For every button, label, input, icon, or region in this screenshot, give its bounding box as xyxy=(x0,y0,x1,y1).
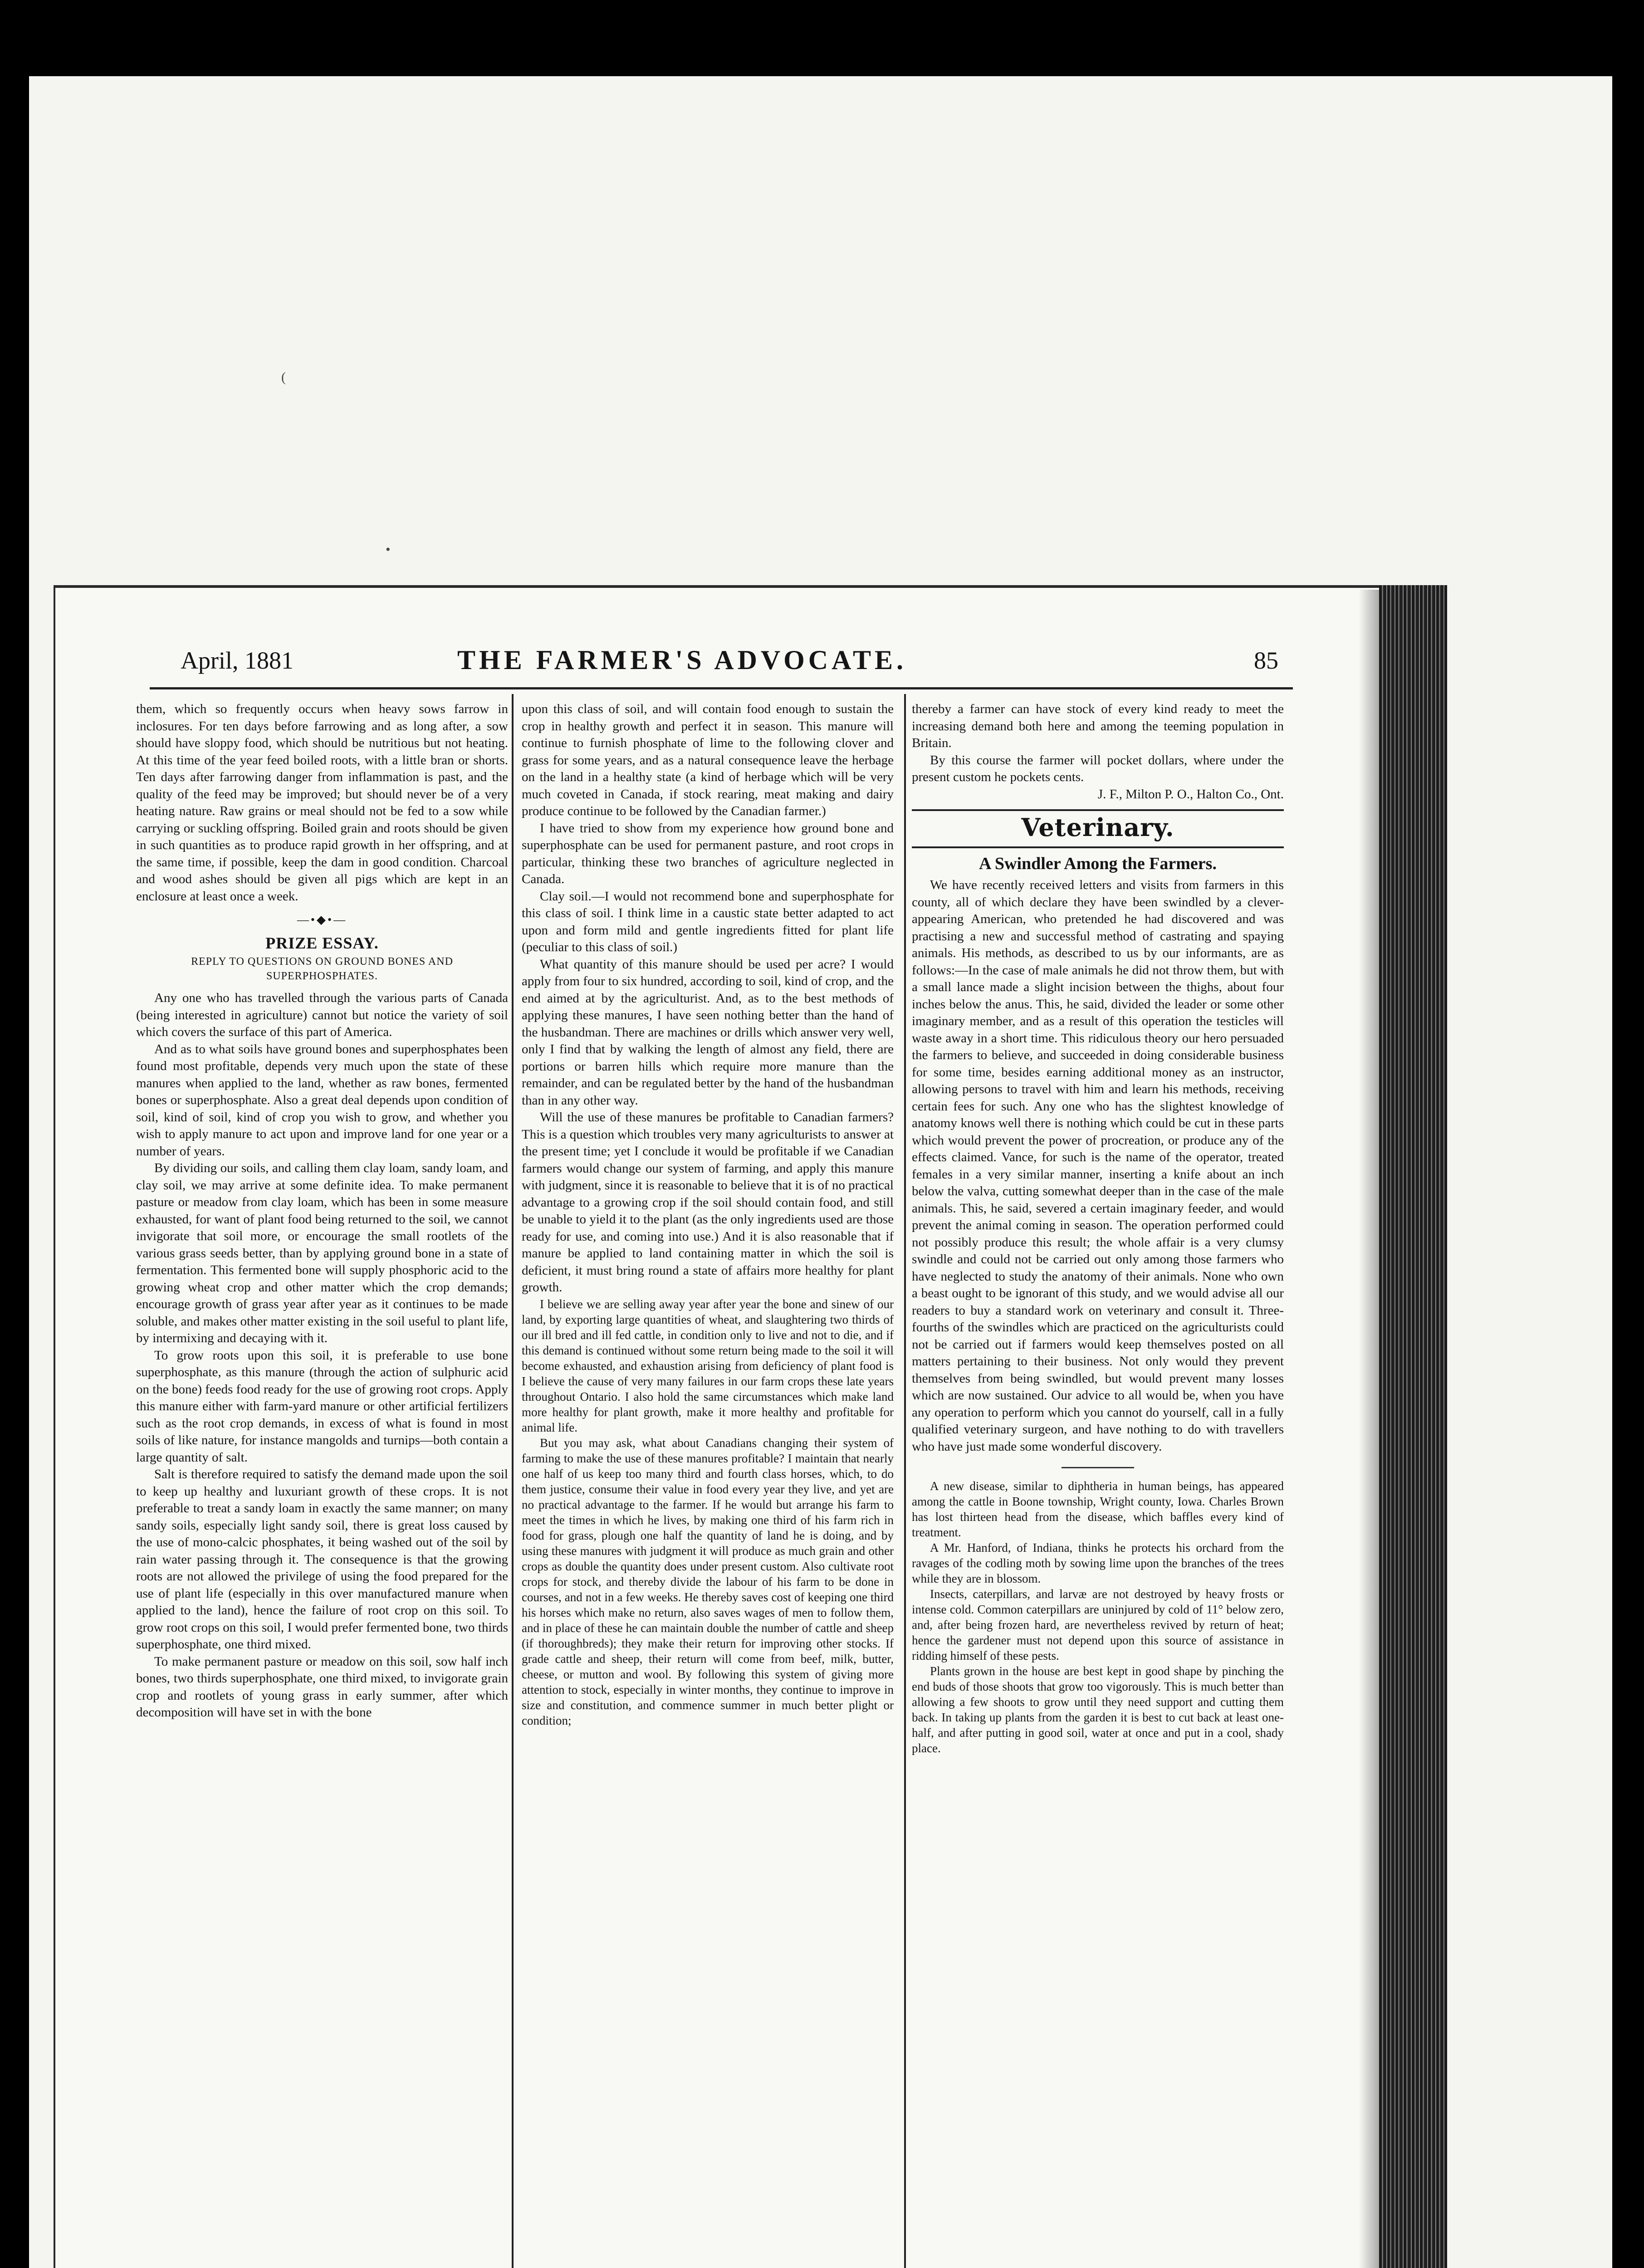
paragraph: We have recently received letters and visits from farmers in this county, all of which declare they have been swindled by a clever-appearing American, who pretended he had discovered and was practising a new and successful method of castrating and spaying animals. His methods, as described to us by our informants, are as follows:—In the case of male animals he did not throw them, but with a small lance made a slight incision between the thighs, about four inches below the anus. This, he said, divided the leader or some other imaginary member, and as a result of this operation the testicles will waste away in a short time. This ridiculous theory our hero persuaded the farmers to believe, and succeeded in doing considerable business for some time, besides earning additional money as an instructor, allowing persons to travel with him and learn his methods, receiving certain fees for such. Any one who has the slightest knowledge of anatomy knows well there is nothing which could be cut in these parts which would prevent the power of procreation, or produce any of the effects claimed. Vance, for such is the name of the operator, treated females in a very similar manner, inserting a knife about an inch below the valva, cutting somewhat deeper than in the case of the male animals. This, he said, severed a certain imaginary feeder, and would prevent the animal coming in season. The operation performed could not possibly produce this result; the whole affair is a very clumsy swindle and could not be carried out only among those farmers who have neglected to study the anatomy of their animals. None who own a beast ought to be ignorant of this study, and we would advise all our readers to buy a standard work on veterinary and consult it. Three-fourths of the swindles which are practiced on the agriculturists could not be carried out if farmers would keep themselves posted on all matters pertaining to their business. Not only would they prevent themselves from being swindled, but would prevent many losses which are now sustained. Our advice to all would be, when you have any operation to perform which you cannot do yourself, call in a fully qualified veterinary surgeon, and have nothing to do with travellers who have just made some wonderful discovery. xyxy=(912,878,1284,1454)
column-rule-1 xyxy=(512,694,514,2268)
paragraph: them, which so frequently occurs when heavy sows farrow in inclosures. For ten days before farrowing and as long after, a sow should have sloppy food, which should be nutritious but not heating. At this time of the year feed boiled roots, with a little bran or shorts. Ten days after farrowing danger from inflammation is past, and the quality of the feed may be improved; but should never be of a very heating nature. Raw grains or meal should not be fed to a sow while carrying or suckling offspring. Boiled grain and roots should be given in such quantities as to produce rapid growth in her offspring, and at the same time, if possible, keep the dam in good condition. Charcoal and wood ashes should be given all pigs which are kept in an enclosure at least once a week. xyxy=(136,702,508,904)
header-date: April, 1881 xyxy=(181,647,294,674)
paragraph: Plants grown in the house are best kept in good shape by pinching the end buds of those shoots that grow too vigorously. This is much better than allowing a few shoots to grow until they need support and cutting them back. In taking up plants from the garden it is best to cut back at least one-half, and after putting in good soil, water at once and put in a cool, shady place. xyxy=(912,1664,1284,1755)
paragraph: I believe we are selling away year after year the bone and sinew of our land, by exporting large quantities of wheat, and slaughtering two thirds of our ill bred and ill fed cattle, in condition only to live and not to die, and if this demand is continued without some return being made to the soil it will become exhausted, and exhaustion arising from deficiency of plant food is I believe the cause of very many failures in our farm crops these late years throughout Ontario. I also hold the same circumstances which make land more healthy for plant growth, make it more healthy and profitable for animal life. xyxy=(522,1297,894,1434)
paragraph: By this course the farmer will pocket dollars, where under the present custom he pockets cents. xyxy=(912,753,1284,784)
right-black-border xyxy=(1612,0,1644,2268)
paragraph: Any one who has travelled through the various parts of Canada (being interested in agriculture) cannot but notice the variety of soil which covers the surface of this part of America. xyxy=(136,991,508,1039)
page-header xyxy=(181,646,1278,683)
paragraph: Insects, caterpillars, and larvæ are not destroyed by heavy frosts or intense cold. Common caterpillars are uninjured by cold of 11° below zero, and, after being frozen hard, are nevertheless revived by return of heat; hence the gardener must not depend upon this source of assistance in ridding himself of these pests. xyxy=(912,1587,1284,1662)
paragraph: upon this class of soil, and will contain food enough to sustain the crop in healthy growth and perfect it in season. This manure will continue to furnish phosphate of lime to the following clover and grass for some years, and as a natural consequence leave the herbage on the land in a healthy state (a kind of herbage which will be very much coveted in Canada, if stock rearing, meat making and dairy produce continue to be followed by the Canadian farmer.) xyxy=(522,702,894,818)
paragraph: Salt is therefore required to satisfy the demand made upon the soil to keep up healthy and luxuriant growth of these crops. It is not preferable to treat a sandy loam in exactly the same manner; on many sandy soils, especially light sandy soil, there is great loss caused by the use of mono-calcic phosphates, it being washed out of the soil by rain water passing through it. The consequence is that the growing roots are not allowed the privilege of using the food prepared for the use of plant life (especially in this over manufactured manure when applied to the land), hence the failure of root crop on this soil. To grow root crops on this soil, I would prefer fermented bone, two thirds superphosphate, one third mixed. xyxy=(136,1467,508,1652)
column-3 xyxy=(912,701,1284,1756)
paragraph: And as to what soils have ground bones and superphosphates been found most profitable, depends very much upon the state of these manures when applied to the land, whether as raw bones, fermented bones or superphosphate. Also a great deal depends upon condition of soil, kind of soil, kind of crop you wish to grow, and whether you wish to apply manure to act upon and improve land for one year or a number of years. xyxy=(136,1041,508,1158)
paragraph: Clay soil.—I would not recommend bone and superphosphate for this class of soil. I think lime in a caustic state better adapted to act upon and form mild and gentle ingredients fitted for plant life (peculiar to this class of soil.) xyxy=(522,889,894,954)
margin-mark: • xyxy=(386,542,391,557)
essay-title: PRIZE ESSAY. xyxy=(265,934,379,952)
paragraph: Will the use of these manures be profitable to Canadian farmers? This is a question which troubles very many agriculturists to answer at the present time; yet I conclude it would be profitable if we Canadian farmers would change our system of farming, and apply this manure with judgment, since it is reasonable to believe that it is of no practical advantage to a growing crop if the soil should contain food, and still be unable to yield it to the plant (as the only ingredients used are those ready for use, and coming into use.) And it is also reasonable that if manure be applied to land containing matter in which the soil is deficient, it must bring round a state of affairs more healthy for plant growth. xyxy=(522,1110,894,1295)
section-title-veterinary: Veterinary. xyxy=(1021,813,1174,842)
essay-subtitle: REPLY TO QUESTIONS ON GROUND BONES AND SUPERPHOSPHATES. xyxy=(191,956,453,982)
page-number: 85 xyxy=(1254,647,1278,674)
section-rule xyxy=(912,846,1284,848)
column-1 xyxy=(136,701,508,1721)
paragraph: To grow roots upon this soil, it is preferable to use bone superphosphate, as this manure (through the action of sulphuric acid on the bone) feeds food ready for the use of growing root crops. Apply this manure either with farm-yard manure or other artificial fertilizers such as the root crop demands, in excess of what is found in most soils of like nature, for instance mangolds and turnips—both contain a large quantity of salt. xyxy=(136,1348,508,1465)
divider xyxy=(1062,1467,1134,1468)
left-black-border xyxy=(0,0,29,2268)
column-2 xyxy=(522,701,894,1728)
paragraph: A Mr. Hanford, of Indiana, thinks he protects his orchard from the ravages of the codling moth by sowing lime upon the branches of the trees while they are in blossom. xyxy=(912,1541,1284,1585)
ornament-divider: —•◆•— xyxy=(297,913,347,926)
book-binding xyxy=(1379,585,1447,2268)
paragraph: thereby a farmer can have stock of every kind ready to meet the increasing demand both here and among the teeming population in Britain. xyxy=(912,702,1284,750)
paragraph: What quantity of this manure should be used per acre? I would apply from four to six hundred, according to soil, kind of crop, and the end aimed at by the agriculturist. And, as to the best methods of applying these manures, I have seen nothing better than the hand of the husbandman. There are machines or drills which answer very well, only I find that by walking the length of almost any field, there are portions or barren hills which require more manure than the remainder, and can be regulated better by the hand of the husbandman than in any other way. xyxy=(522,957,894,1108)
top-black-border xyxy=(0,0,1644,76)
paragraph: But you may ask, what about Canadians changing their system of farming to make the use of these manures profitable? I maintain that nearly one half of us keep too many third and fourth class horses, which, to do them justice, consume their value in food every year they live, and yet are no practical advantage to the farmer. If he would but arrange his farm to meet the times in which he lives, by making one third of his farm rich in food for grass, plough one half the quantity of land he is doing, and by using these manures with judgment it will produce as much grain and other crops as double the quantity does under present custom. Also cultivate root crops for stock, and thereby divide the labour of his farm to be done in courses, and not in a few weeks. He thereby saves cost of keeping one third his horses which make no return, also saves wages of men to follow them, and in place of these he can maintain double the number of cattle and sheep (if thoroughbreds); they make their return for improving other stocks. If grade cattle and sheep, their return will come from beef, milk, butter, cheese, or mutton and wool. By following this system of giving more attention to stock, especially in winter months, they continue to improve in size and constitution, and commence summer in much better plight or condition; xyxy=(522,1436,894,1727)
spine-shadow xyxy=(1359,590,1381,2268)
margin-mark: ( xyxy=(281,370,286,385)
paragraph: A new disease, similar to diphtheria in human beings, has appeared among the cattle in Boone township, Wright county, Iowa. Charles Brown has lost thirteen head from the disease, which baffles every kind of treatment. xyxy=(912,1479,1284,1539)
article-title: A Swindler Among the Farmers. xyxy=(979,854,1217,873)
column-rule-2 xyxy=(904,694,906,2268)
paragraph: I have tried to show from my experience how ground bone and superphosphate can be used for permanent pasture, and root crops in particular, thinking these two branches of agriculture neglected in Canada. xyxy=(522,821,894,886)
section-rule xyxy=(912,809,1284,811)
paragraph: By dividing our soils, and calling them clay loam, sandy loam, and clay soil, we may arrive at some definite idea. To make permanent pasture or meadow from clay loam, which has been in some measure exhausted, for want of plant food being returned to the soil, we cannot invigorate that soil more, or encourage the small rootlets of the various grass seeds better, than by applying ground bone in a state of fermentation. This fermented bone will supply phosphoric acid to the growing wheat crop and other matter which the crop demands; encourage growth of grass year after year as it continues to be made soluble, and makes other matter existing in the soil useful to plant life, by intermixing and decaying with it. xyxy=(136,1161,508,1345)
paragraph: To make permanent pasture or meadow on this soil, sow half inch bones, two thirds superphosphate, one third mixed, to invigorate grain crop and rootlets of young grass in early summer, after which decomposition will have set in with the bone xyxy=(136,1654,508,1720)
letter-signature: J. F., Milton P. O., Halton Co., Ont. xyxy=(1097,787,1284,802)
header-rule xyxy=(150,687,1293,689)
masthead-title: THE FARMER'S ADVOCATE. xyxy=(457,645,907,675)
